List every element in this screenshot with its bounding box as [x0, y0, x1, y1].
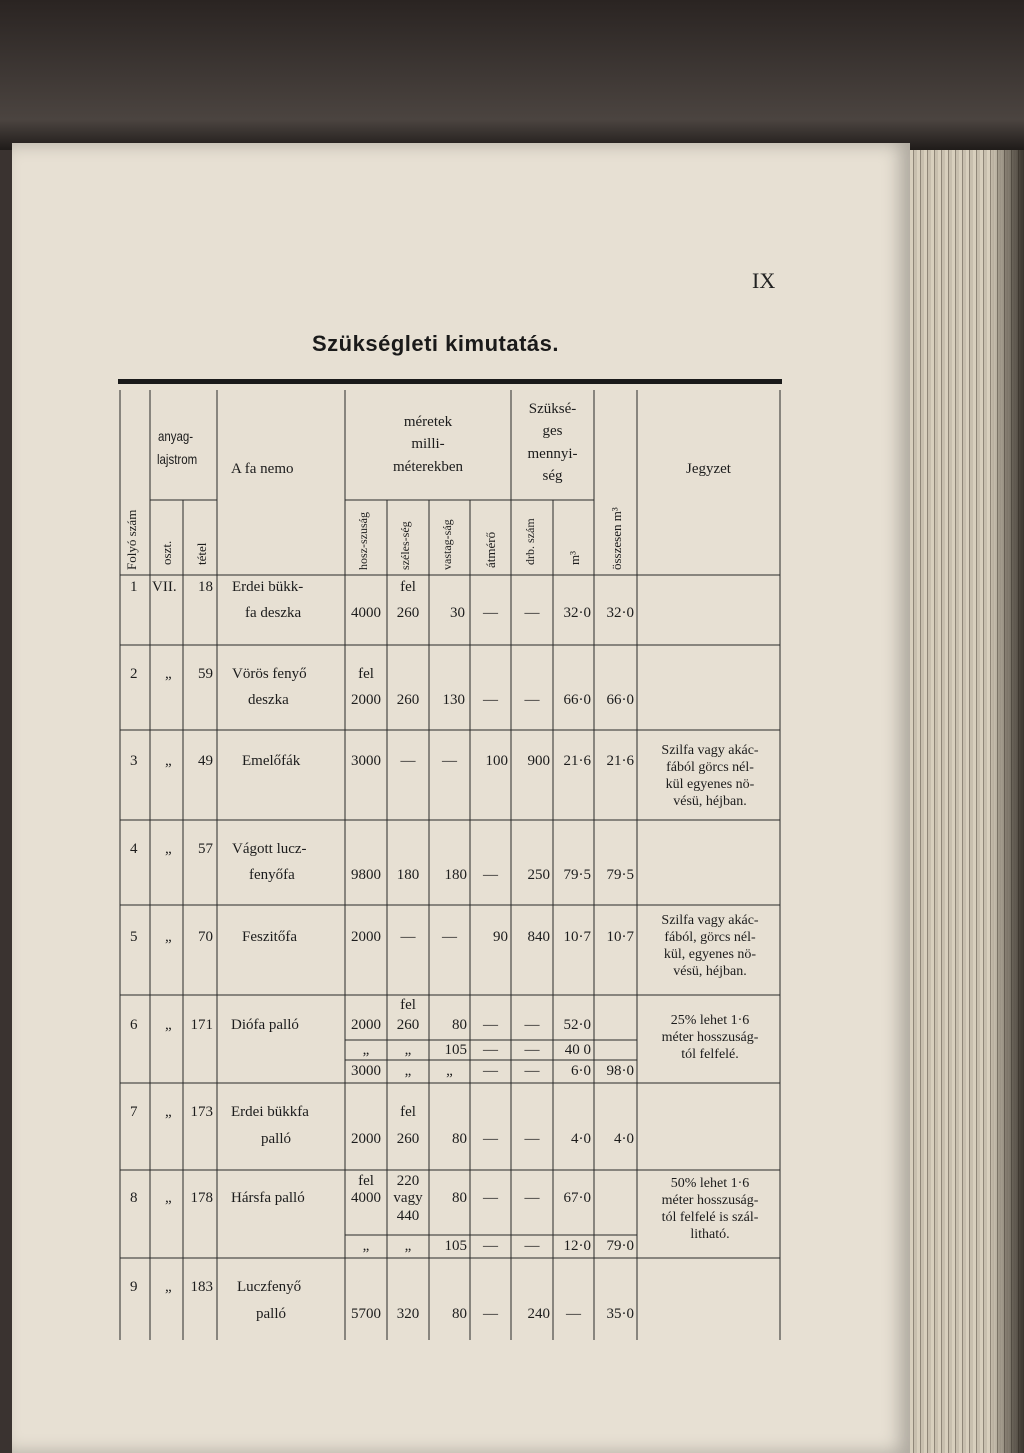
row-szel: —: [400, 753, 416, 769]
row-vast: 30: [450, 605, 465, 621]
row-note: 25% lehet 1·6 méter hosszuság- tól felfelé.: [661, 1013, 759, 1062]
row-vast: 80: [452, 1131, 467, 1147]
row-ossz: 32·0: [606, 605, 634, 621]
row-fa2: deszka: [248, 692, 289, 708]
row-szel: 260: [396, 1131, 420, 1147]
row-szel-top: fel: [400, 997, 416, 1013]
row-atm: —: [483, 867, 498, 883]
row-drb: —: [524, 1131, 540, 1147]
header-folyo-szam: Folyó szám: [124, 509, 139, 570]
row-no: 6: [130, 1017, 138, 1033]
row-vast: 80: [452, 1017, 467, 1033]
row-vast: 80: [452, 1306, 467, 1322]
row-tetel: 49: [198, 753, 213, 769]
row-m3: 4·0: [571, 1131, 591, 1147]
row-drb: 250: [527, 867, 550, 883]
row-oszt: „: [165, 1017, 172, 1033]
row-ossz: 21·6: [606, 753, 634, 769]
row-vast: 80: [452, 1190, 467, 1206]
row-ossz: 4·0: [614, 1131, 634, 1147]
row-m3: 67·0: [563, 1190, 591, 1206]
row-tetel: 178: [190, 1190, 213, 1206]
row-szel-b: 440: [396, 1208, 420, 1224]
row-hossz: 4000: [351, 1190, 381, 1206]
row-note: 50% lehet 1·6 méter hosszuság- tól felfelé is szál- litható.: [661, 1176, 759, 1242]
row-m3: 10·7: [563, 929, 591, 945]
row-hossz-top: fel: [358, 1173, 374, 1189]
row-m3: 6·0: [571, 1063, 591, 1079]
header-m3: m³: [567, 550, 582, 565]
row-fa2: palló: [261, 1131, 291, 1147]
header-szukseges-2: ges: [542, 423, 563, 439]
row-hossz: 3000: [351, 753, 381, 769]
page-title: Szükségleti kimutatás.: [312, 331, 559, 356]
row-drb: —: [524, 1190, 540, 1206]
row-szel: „: [404, 1063, 412, 1079]
header-atmero: átmérő: [483, 531, 498, 568]
row-ossz: 10·7: [606, 929, 634, 945]
row-szel: 320: [396, 1306, 420, 1322]
row-szel: vagy: [393, 1190, 423, 1206]
row-szel: 260: [396, 605, 420, 621]
row-oszt: „: [165, 841, 172, 857]
header-szukseges-1: Szüksé-: [528, 401, 577, 417]
row-fa1: Erdei bükkfa: [231, 1104, 309, 1120]
row-oszt: „: [165, 666, 172, 682]
row-m3: 21·6: [563, 753, 591, 769]
row-note: Szilfa vagy akác- fából, görcs nél- kül, egyenes nö- vésü, héjban.: [661, 913, 759, 979]
row-szel: „: [404, 1042, 412, 1058]
row-tetel: 183: [190, 1279, 213, 1295]
row-szel: —: [400, 929, 416, 945]
row-atm: —: [483, 1238, 498, 1254]
row-m3: 32·0: [563, 605, 591, 621]
row-hossz: 2000: [351, 1017, 381, 1033]
row-m3: 12·0: [563, 1238, 591, 1254]
row-atm: —: [483, 1131, 498, 1147]
row-ossz: 79·5: [606, 867, 634, 883]
row-oszt: „: [165, 753, 172, 769]
row-szel: 180: [396, 867, 420, 883]
header-jegyzet: Jegyzet: [686, 461, 731, 477]
row-atm: —: [483, 1306, 498, 1322]
row-drb: 240: [527, 1306, 550, 1322]
row-hossz: 2000: [351, 692, 381, 708]
header-meterekben: méterekben: [393, 459, 463, 475]
row-drb: —: [524, 1042, 540, 1058]
row-drb: —: [524, 605, 540, 621]
row-szel-top: fel: [400, 579, 416, 595]
header-osszesen: összesen m³: [609, 507, 624, 570]
header-tetel: tétel: [194, 542, 209, 565]
row-ossz: 79·0: [606, 1238, 634, 1254]
header-fa-nemo: A fa nemo: [231, 461, 294, 477]
row-atm: —: [483, 692, 498, 708]
row-m3: 40 0: [564, 1042, 591, 1058]
row-vast: 180: [444, 867, 467, 883]
row-hossz: 5700: [351, 1306, 381, 1322]
header-szukseges-3: mennyi-: [527, 446, 578, 462]
row-note: Szilfa vagy akác- fából görcs nél- kül egyenes nö- vésü, héjban.: [661, 743, 759, 809]
row-ossz: 66·0: [606, 692, 634, 708]
row-oszt: „: [165, 929, 172, 945]
row-fa1: Feszitőfa: [242, 929, 297, 945]
row-atm: 100: [485, 753, 508, 769]
row-no: 3: [130, 753, 138, 769]
row-m3: 52·0: [563, 1017, 591, 1033]
row-drb: —: [524, 692, 540, 708]
row-tetel: 57: [198, 841, 213, 857]
row-ossz: 35·0: [606, 1306, 634, 1322]
row-no: 8: [130, 1190, 138, 1206]
row-m3: —: [566, 1306, 581, 1322]
row-no: 2: [130, 666, 138, 682]
row-vast: 105: [444, 1238, 467, 1254]
row-hossz: 2000: [351, 929, 381, 945]
row-no: 4: [130, 841, 138, 857]
header-szukseges-4: ség: [542, 468, 563, 484]
page-number: IX: [752, 268, 776, 293]
row-vast: 105: [444, 1042, 467, 1058]
row-fa1: Emelőfák: [242, 753, 301, 769]
row-m3: 66·0: [563, 692, 591, 708]
row-no: 1: [130, 579, 138, 595]
row-hossz: „: [362, 1042, 370, 1058]
header-vastagsag: vastag-ság: [440, 519, 454, 570]
row-atm: —: [483, 1063, 498, 1079]
row-m3: 79·5: [563, 867, 591, 883]
row-drb: —: [524, 1063, 540, 1079]
header-lajstrom: lajstrom: [157, 451, 198, 467]
row-fa1: Diófa palló: [231, 1017, 299, 1033]
row-fa2: fa deszka: [245, 605, 302, 621]
row-fa1: Vágott lucz-: [232, 841, 307, 857]
header-hosszusag: hosz-szuság: [356, 512, 370, 570]
row-no: 7: [130, 1104, 138, 1120]
row-szel: „: [404, 1238, 412, 1254]
row-tetel: 18: [198, 579, 213, 595]
row-oszt: „: [165, 1104, 172, 1120]
row-szel-a: 220: [396, 1173, 420, 1189]
row-ossz: 98·0: [606, 1063, 634, 1079]
row-atm: —: [483, 1190, 498, 1206]
row-vast: „: [446, 1063, 453, 1079]
row-hossz: 3000: [351, 1063, 381, 1079]
header-drb-szam: drb. szám: [523, 518, 537, 565]
row-szel-top: fel: [400, 1104, 416, 1120]
header-szelesseg: széles-ség: [398, 521, 412, 570]
row-fa1: Hársfa palló: [231, 1190, 305, 1206]
row-atm: 90: [493, 929, 508, 945]
row-fa1: Vörös fenyő: [232, 666, 307, 682]
row-drb: —: [524, 1238, 540, 1254]
row-tetel: 70: [198, 929, 213, 945]
row-szel: 260: [396, 692, 420, 708]
header-milli: milli-: [411, 436, 445, 452]
row-vast: 130: [442, 692, 465, 708]
row-atm: —: [483, 605, 498, 621]
row-no: 9: [130, 1279, 138, 1295]
row-szel: 260: [396, 1017, 420, 1033]
row-no: 5: [130, 929, 138, 945]
row-atm: —: [483, 1042, 498, 1058]
row-fa1: Erdei bükk-: [232, 579, 304, 595]
header-oszt: oszt.: [159, 540, 174, 565]
row-vast: —: [442, 929, 457, 945]
row-hossz-top: fel: [358, 666, 374, 682]
row-tetel: 173: [190, 1104, 213, 1120]
header-anyag: anyag-: [158, 428, 194, 444]
row-hossz: 4000: [351, 605, 381, 621]
row-oszt: „: [165, 1279, 172, 1295]
row-hossz: „: [362, 1238, 370, 1254]
row-fa2: fenyőfa: [249, 867, 295, 883]
row-oszt: „: [165, 1190, 172, 1206]
row-fa2: palló: [256, 1306, 286, 1322]
row-fa1: Luczfenyő: [237, 1279, 302, 1295]
row-atm: —: [483, 1017, 498, 1033]
row-drb: —: [524, 1017, 540, 1033]
row-oszt: VII.: [152, 579, 177, 595]
row-tetel: 171: [190, 1017, 213, 1033]
row-drb: 840: [527, 929, 550, 945]
row-drb: 900: [527, 753, 550, 769]
row-tetel: 59: [198, 666, 213, 682]
header-meretek: méretek: [403, 414, 453, 430]
row-hossz: 9800: [351, 867, 381, 883]
row-hossz: 2000: [351, 1131, 381, 1147]
row-vast: —: [442, 753, 457, 769]
